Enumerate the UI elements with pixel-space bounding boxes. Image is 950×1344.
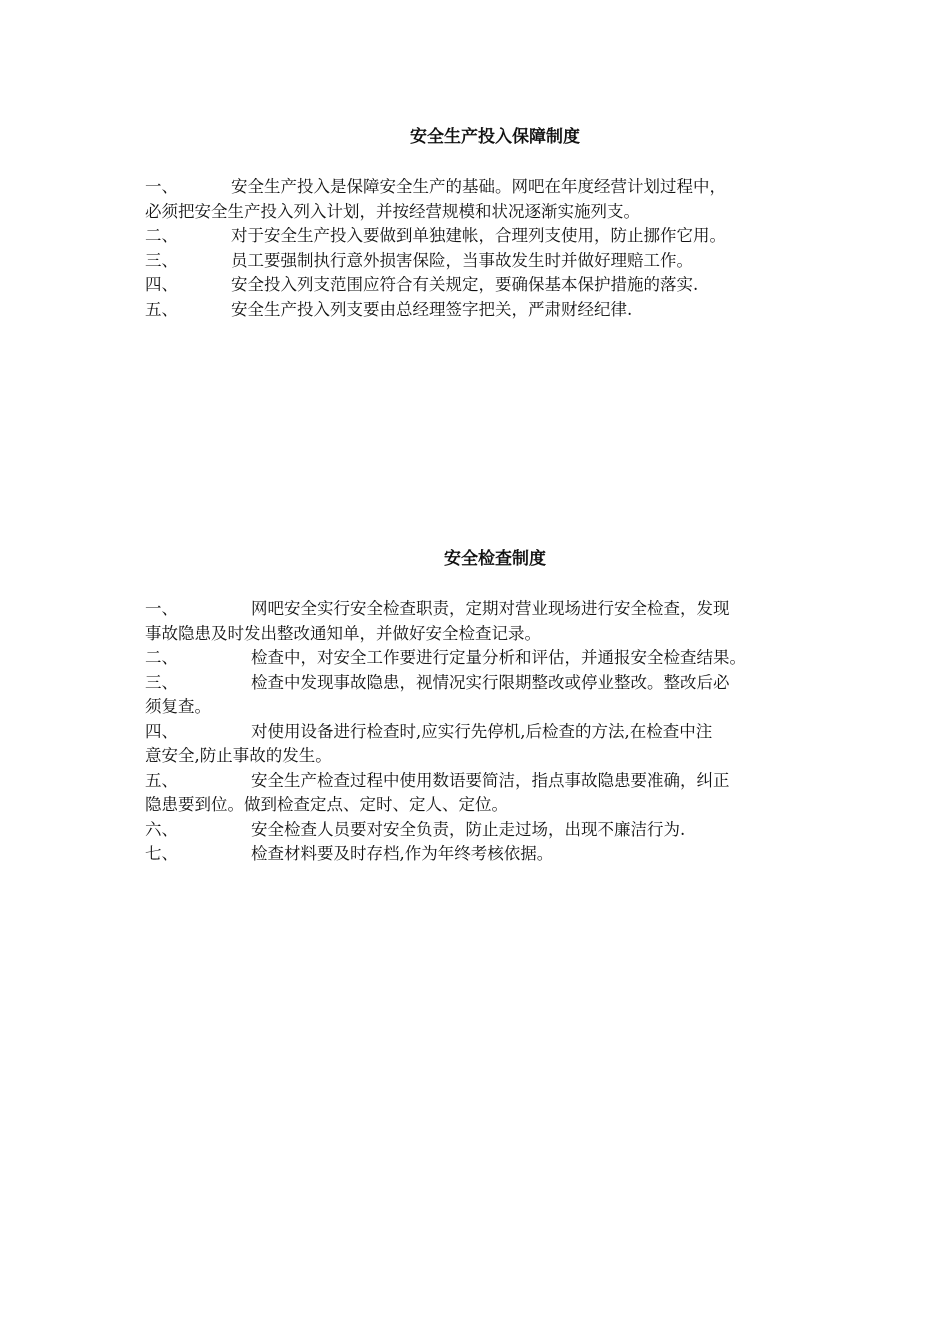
list-item: [145, 720, 825, 745]
item-number: 三、: [145, 672, 178, 692]
item-text-line: 安全生产投入列支要由总经理签字把关，严肃财经纪律.: [231, 299, 633, 319]
item-text-line: 网吧安全实行安全检查职责，定期对营业现场进行安全检查，发现: [251, 599, 730, 618]
list-item: [145, 769, 825, 794]
list-item: [145, 818, 825, 843]
section-title: 安全生产投入保障制度: [410, 127, 580, 147]
item-text-line: 员工要强制执行意外损害保险，当事故发生时并做好理赔工作。: [231, 250, 693, 270]
item-text-line: 检查材料要及时存档,作为年终考核依据。: [251, 844, 554, 863]
item-number: 二、: [145, 226, 178, 245]
item-number: 六、: [145, 819, 178, 839]
item-text-line: 安全生产检查过程中使用数语要简洁，指点事故隐患要准确，纠正: [251, 770, 730, 790]
item-text-line: 须复查。: [145, 697, 211, 716]
item-text-line: 隐患要到位。做到检查定点、定时、定人、定位。: [145, 795, 508, 814]
list-item: [145, 646, 825, 671]
list-item: [145, 597, 825, 622]
item-text-line: 意安全,防止事故的发生。: [145, 746, 332, 765]
section-title: 安全检查制度: [444, 549, 546, 569]
item-number: 五、: [145, 770, 178, 790]
item-number: 一、: [145, 599, 178, 618]
item-text-line: 安全检查人员要对安全负责，防止走过场，出现不廉洁行为.: [251, 819, 686, 839]
item-text-line: 检查中发现事故隐患，视情况实行限期整改或停业整改。整改后必: [251, 672, 730, 692]
list-item-continuation: [145, 793, 825, 818]
section-investment-guarantee: [145, 125, 825, 322]
list-item: [145, 273, 825, 298]
item-text-line: 安全生产投入是保障安全生产的基础。网吧在年度经营计划过程中，: [231, 177, 726, 196]
list-item: [145, 224, 825, 249]
list-item-continuation: [145, 744, 825, 769]
list-item-continuation: [145, 622, 825, 647]
list-item: [145, 298, 825, 323]
list-item-continuation: [145, 200, 825, 225]
list-item: [145, 175, 825, 200]
item-number: 七、: [145, 844, 178, 863]
list-item: [145, 671, 825, 696]
item-number: 三、: [145, 250, 178, 270]
item-text-line: 必须把安全生产投入列入计划，并按经营规模和状况逐渐实施列支。: [145, 201, 640, 221]
item-text-line: 检查中，对安全工作要进行定量分析和评估，并通报安全检查结果。: [251, 648, 746, 667]
item-number: 四、: [145, 721, 178, 741]
item-text-line: 安全投入列支范围应符合有关规定，要确保基本保护措施的落实.: [231, 275, 699, 294]
item-text-line: 对于安全生产投入要做到单独建帐，合理列支使用，防止挪作它用。: [231, 226, 726, 245]
item-number: 五、: [145, 299, 178, 319]
list-item-continuation: [145, 695, 825, 720]
section-safety-inspection: [145, 547, 825, 867]
item-number: 二、: [145, 648, 178, 667]
list-item: [145, 842, 825, 867]
item-text-line: 事故隐患及时发出整改通知单，并做好安全检查记录。: [145, 623, 541, 643]
item-number: 四、: [145, 275, 178, 294]
list-item: [145, 249, 825, 274]
item-text-line: 对使用设备进行检查时,应实行先停机,后检查的方法,在检查中注: [251, 721, 713, 741]
item-number: 一、: [145, 177, 178, 196]
